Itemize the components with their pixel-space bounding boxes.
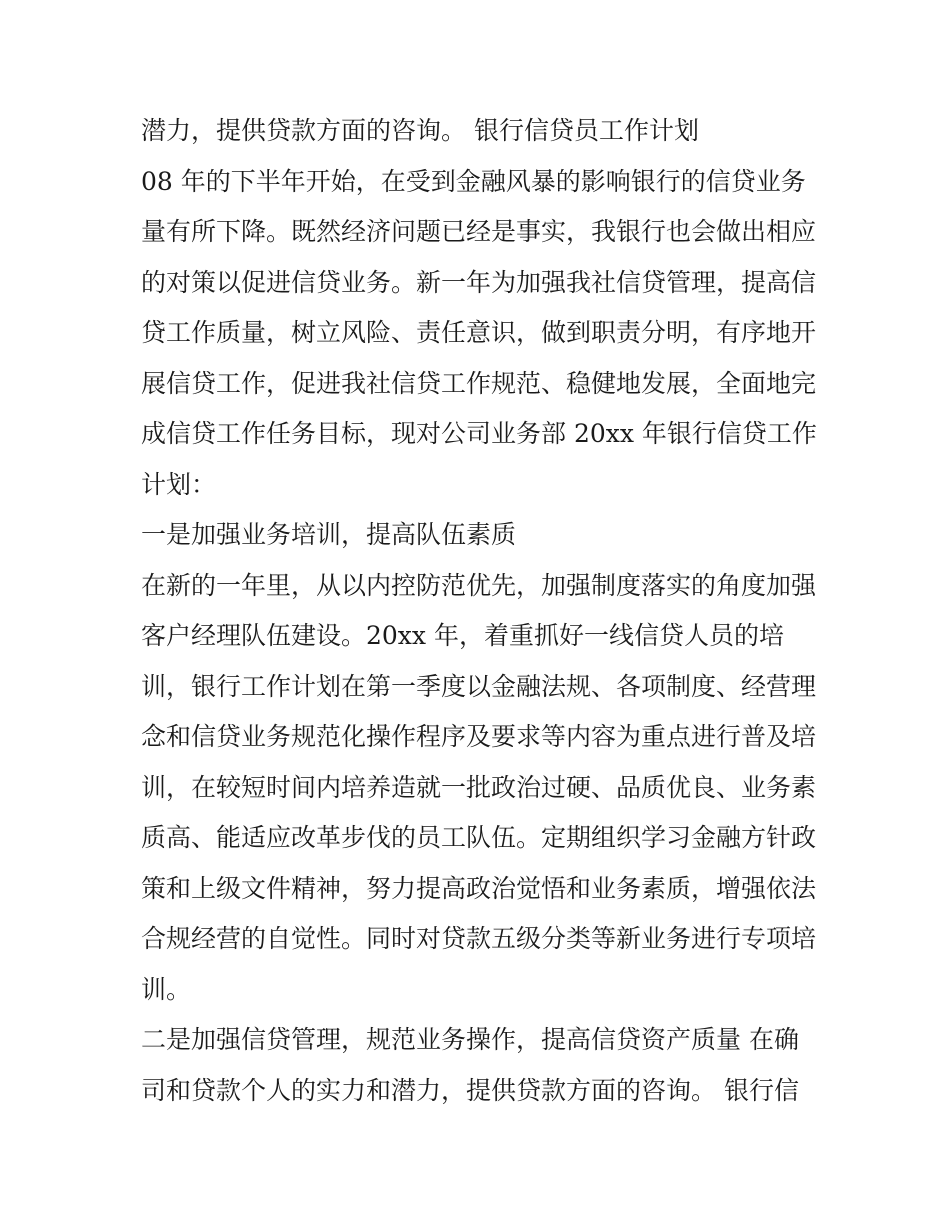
section-heading-line: 二是加强信贷管理，规范业务操作，提高信贷资产质量 在确	[141, 1025, 799, 1054]
text-line: 训，在较短时间内培养造就一批政治过硬、品质优良、业务素	[141, 772, 817, 802]
text-line: 的对策以促进信贷业务。新一年为加强我社信贷管理，提高信	[141, 267, 817, 297]
text-line: 策和上级文件精神，努力提高政治觉悟和业务素质，增强依法	[141, 873, 817, 903]
text-line: 客户经理队伍建设。20xx 年，着重抓好一线信贷人员的培	[141, 621, 784, 650]
text-line: 念和信贷业务规范化操作程序及要求等内容为重点进行普及培	[141, 722, 817, 751]
text-line: 司和贷款个人的实力和潜力，提供贷款方面的咨询。 银行信	[141, 1075, 799, 1105]
text-line: 计划：	[141, 469, 217, 499]
section-heading-line: 一是加强业务培训，提高队伍素质	[141, 520, 517, 549]
text-line: 潜力，提供贷款方面的咨询。 银行信贷员工作计划	[141, 116, 699, 145]
text-line: 展信贷工作，促进我社信贷工作规范、稳健地发展，全面地完	[141, 368, 817, 398]
text-line: 训，银行工作计划在第一季度以金融法规、各项制度、经营理	[141, 671, 817, 701]
text-line: 质高、能适应改革步伐的员工队伍。定期组织学习金融方针政	[141, 823, 817, 852]
text-line: 贷工作质量，树立风险、责任意识，做到职责分明，有序地开	[141, 318, 817, 347]
text-line: 量有所下降。既然经济问题已经是事实，我银行也会做出相应	[141, 217, 817, 246]
text-line: 08 年的下半年开始，在受到金融风暴的影响银行的信贷业务	[141, 166, 806, 196]
document-body	[141, 106, 821, 1116]
text-line: 成信贷工作任务目标，现对公司业务部 20xx 年银行信贷工作	[141, 419, 817, 448]
text-line: 训。	[141, 974, 192, 1004]
text-line: 在新的一年里，从以内控防范优先，加强制度落实的角度加强	[141, 570, 817, 600]
text-line: 合规经营的自觉性。同时对贷款五级分类等新业务进行专项培	[141, 924, 817, 953]
